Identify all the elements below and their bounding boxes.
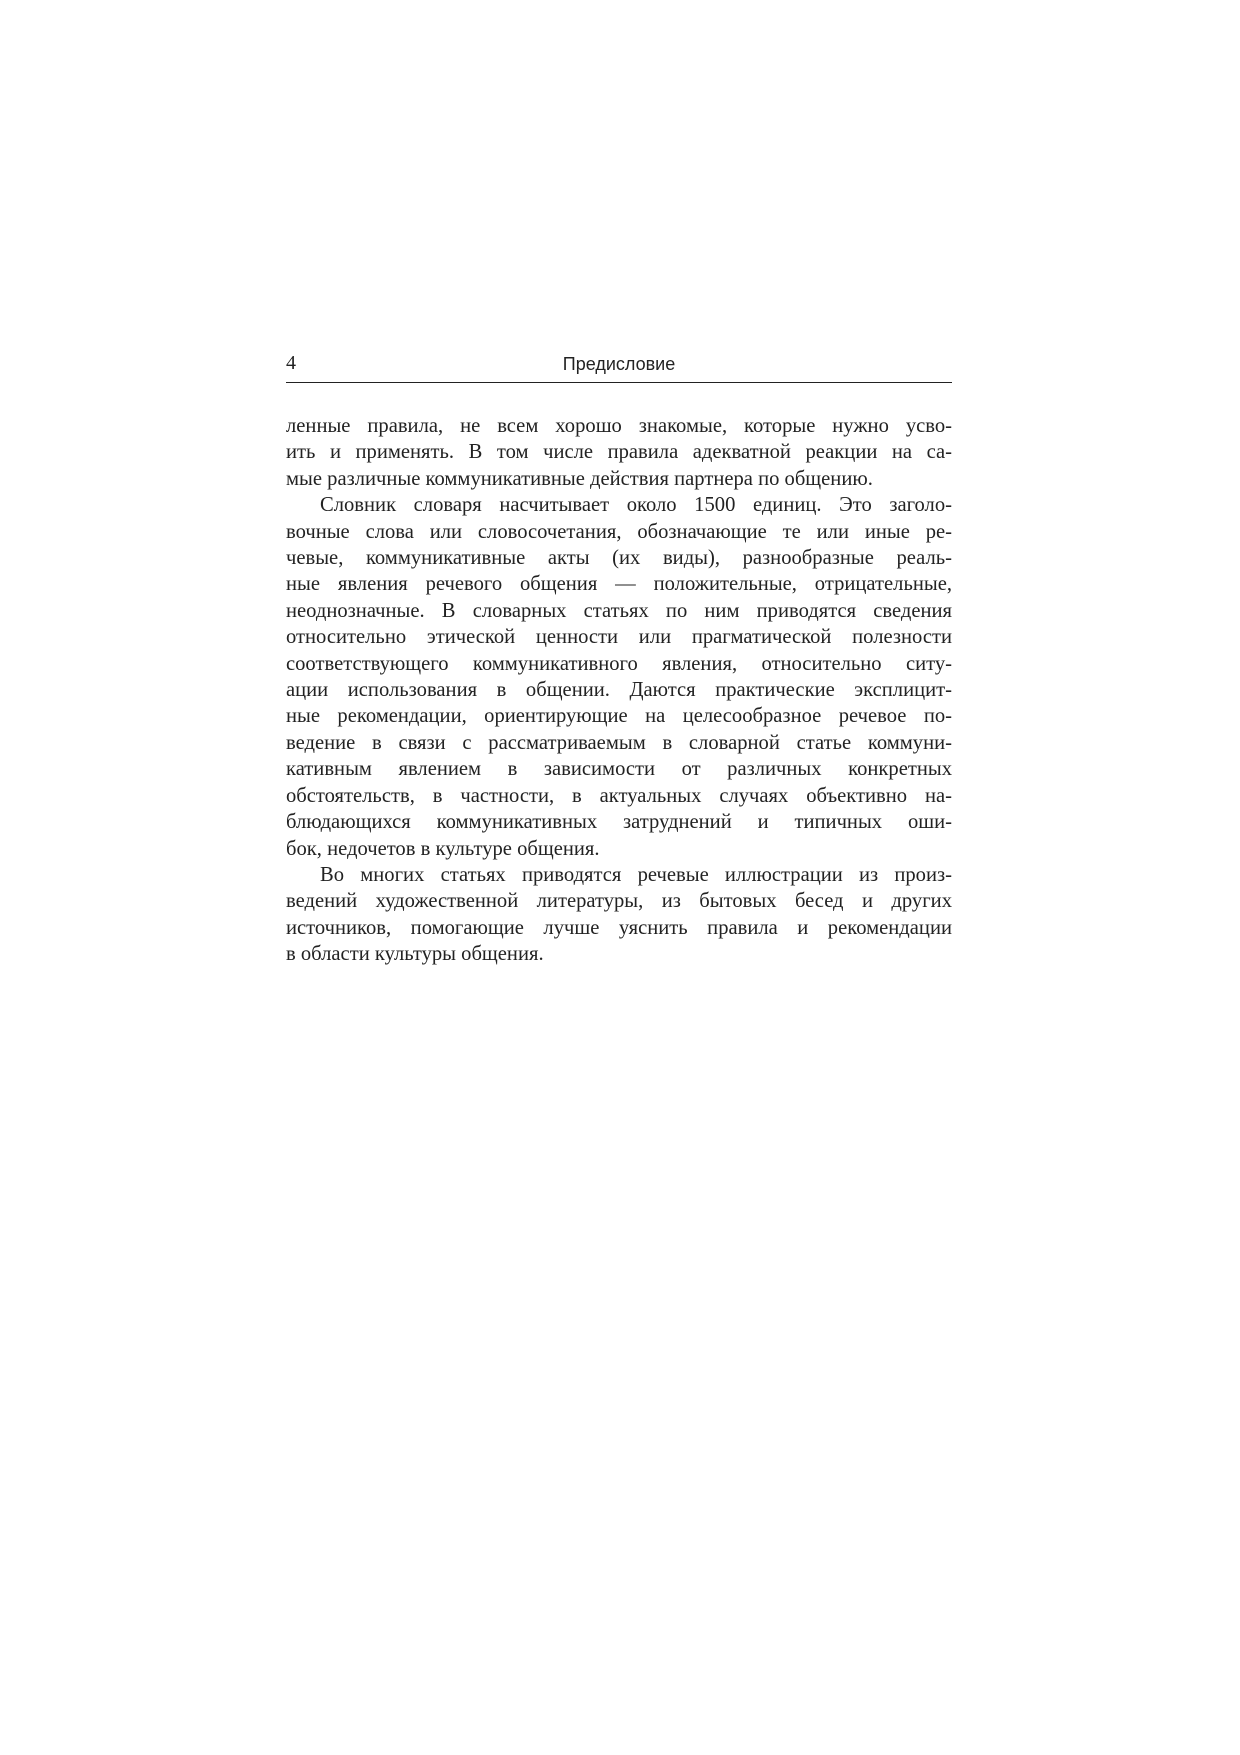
text-line: бок, недочетов в культуре общения.	[286, 837, 600, 860]
text-line: обстоятельств, в частности, в актуальных случаях объективно на-	[286, 784, 952, 807]
text-line: ведение в связи с рассматриваемым в словарной статье коммуни-	[286, 731, 952, 754]
text-line: ные явления речевого общения — положительные, отрицательные,	[286, 573, 952, 596]
text-line: источников, помогающие лучше уяснить правила и рекомендации	[286, 916, 952, 939]
text-line: мые различные коммуникативные действия партнера по общению.	[286, 467, 873, 490]
text-line: кативным явлением в зависимости от различных конкретных	[286, 758, 952, 781]
text-line: относительно этической ценности или прагматической полезности	[286, 626, 952, 649]
text-line: Во многих статьях приводятся речевые иллюстрации из произ-	[320, 863, 952, 886]
text-line: ные рекомендации, ориентирующие на целесообразное речевое по-	[286, 705, 952, 728]
page-number: 4	[286, 352, 296, 374]
text-line: блюдающихся коммуникативных затруднений и типичных оши-	[286, 811, 952, 834]
text-line: ации использования в общении. Даются практические эксплицит-	[286, 679, 952, 702]
text-line: чевые, коммуникативные акты (их виды), разнообразные реаль-	[286, 547, 952, 570]
text-line: Словник словаря насчитывает около 1500 единиц. Это заголо-	[320, 494, 952, 517]
text-line: ленные правила, не всем хорошо знакомые, которые нужно усво-	[286, 415, 952, 437]
text-line: в области культуры общения.	[286, 943, 544, 966]
text-line: неоднозначные. В словарных статьях по ним приводятся сведения	[286, 599, 952, 622]
running-head	[286, 352, 952, 383]
running-title: Предисловие	[562, 354, 676, 374]
text-line: ить и применять. В том числе правила адекватной реакции на са-	[286, 441, 952, 464]
body-text	[286, 413, 952, 968]
text-line: вочные слова или словосочетания, обозначающие те или иные ре-	[286, 520, 952, 543]
text-line: соответствующего коммуникативного явления, относительно ситу-	[286, 652, 952, 675]
text-line: ведений художественной литературы, из бытовых бесед и других	[286, 890, 952, 913]
